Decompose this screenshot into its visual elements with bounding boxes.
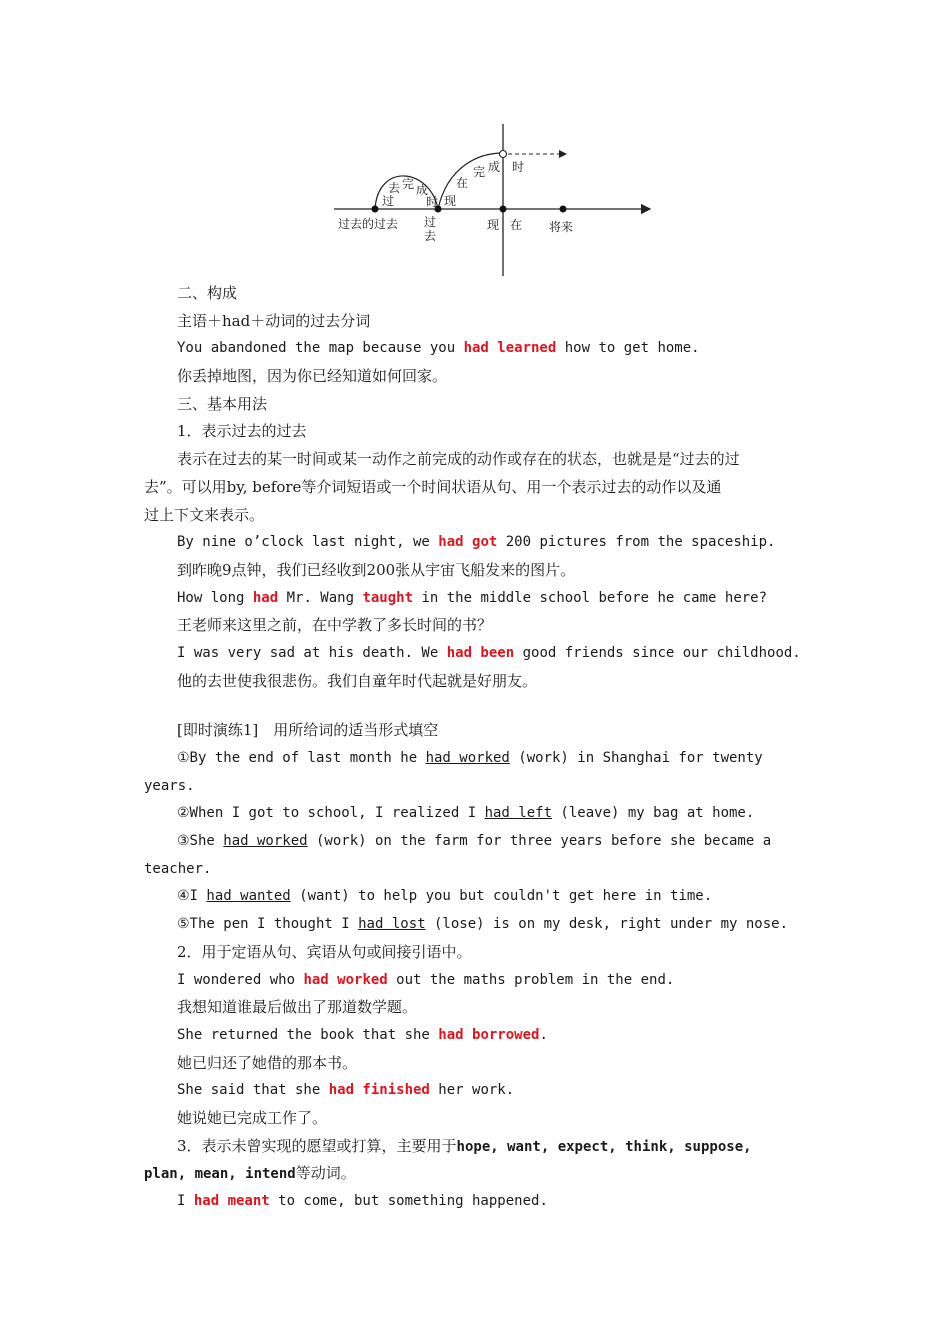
usage-3-title-continuation: plan, mean, intend等动词。 [144, 1164, 356, 1183]
label-cheng2-arc: 成 [488, 160, 501, 174]
exercise-item: ⑤The pen I thought I had lost (lose) is on my desk, right under my nose. [177, 916, 788, 933]
example-translation: 他的去世使我很悲伤。我们自童年时代起就是好朋友。 [177, 671, 538, 690]
tense-timeline-diagram [330, 120, 660, 280]
example-sentence: I was very sad at his death. We had been good friends since our childhood. [177, 644, 801, 661]
label-wan-arc: 完 [402, 177, 415, 191]
example-sentence: I had meant to come, but something happened. [177, 1193, 548, 1209]
example-translation: 我想知道谁最后做出了那道数学题。 [177, 998, 418, 1017]
label-zai-arc: 在 [456, 176, 469, 190]
label-zai: 在 [510, 218, 523, 232]
label-xian: 现 [487, 218, 500, 232]
section-heading-structure: 二、构成 [177, 284, 238, 302]
example-translation: 她说她已完成工作了。 [177, 1108, 328, 1127]
point-present [500, 206, 507, 213]
example-sentence: You abandoned the map because you had learned how to get home. [177, 340, 700, 357]
usage-1-desc-line2: 去”。可以用by, before等介词短语或一个时间状语从句、用一个表示过去的动作以及通 [144, 477, 722, 496]
usage-1-desc-line3: 过上下文来表示。 [144, 505, 265, 524]
point-open-present [500, 151, 507, 158]
structure-formula: 主语＋had＋动词的过去分词 [177, 311, 371, 330]
label-guo-axis: 过 [424, 215, 437, 229]
example-sentence: She said that she had finished her work. [177, 1082, 515, 1099]
exercise-item: ②When I got to school, I realized I had left (leave) my bag at home. [177, 805, 755, 822]
example-sentence: I wondered who had worked out the maths problem in the end. [177, 971, 675, 988]
usage-3-title: 3．表示未曾实现的愿望或打算，主要用于hope, want, expect, think, suppose, [177, 1136, 752, 1155]
usage-1-desc-line1: 表示在过去的某一时间或某一动作之前完成的动作或存在的状态，也就是是“过去的过 [177, 450, 740, 469]
label-qu-arc: 去 [388, 181, 401, 195]
section-heading-usage: 三、基本用法 [177, 394, 268, 413]
point-future [560, 206, 567, 213]
example-sentence: How long had Mr. Wang taught in the middle school before he came here? [177, 589, 768, 606]
label-shi-arc: 时 [426, 195, 439, 209]
point-past-of-past [372, 206, 379, 213]
usage-2-title: 2．用于定语从句、宾语从句或间接引语中。 [177, 942, 472, 961]
example-sentence: She returned the book that she had borrowed. [177, 1026, 548, 1043]
label-shi2-arc: 时 [512, 160, 525, 174]
usage-1-title: 1．表示过去的过去 [177, 422, 307, 441]
label-xian-arc: 现 [444, 194, 457, 208]
main-content [144, 280, 808, 1216]
exercise-item-continuation: teacher. [144, 860, 212, 877]
exercise-item: ③She had worked (work) on the farm for three years before she became a [177, 833, 772, 850]
label-qu-axis: 去 [424, 229, 437, 243]
exercise-item: ①By the end of last month he had worked (work) in Shanghai for twenty [177, 750, 763, 766]
example-translation: 你丢掉地图，因为你已经知道如何回家。 [177, 367, 448, 386]
example-translation: 王老师来这里之前，在中学教了多长时间的书？ [177, 616, 493, 635]
label-past-of-past: 过去的过去 [338, 217, 399, 231]
exercise-item-continuation: years. [144, 777, 195, 794]
label-future: 将来 [549, 220, 574, 234]
exercise-item: ④I had wanted (want) to help you but couldn't get here in time. [177, 888, 713, 905]
example-sentence: By nine o’clock last night, we had got 200 pictures from the spaceship. [177, 534, 776, 551]
example-translation: 到昨晚9点钟，我们已经收到200张从宇宙飞船发来的图片。 [177, 560, 576, 579]
label-wan2-arc: 完 [473, 165, 486, 179]
label-guo-arc: 过 [382, 194, 395, 208]
label-cheng-arc: 成 [416, 183, 429, 197]
exercise-title: [即时演练1] 用所给词的适当形式填空 [177, 721, 439, 740]
example-translation: 她已归还了她借的那本书。 [177, 1053, 358, 1072]
timeline-svg [330, 120, 660, 280]
